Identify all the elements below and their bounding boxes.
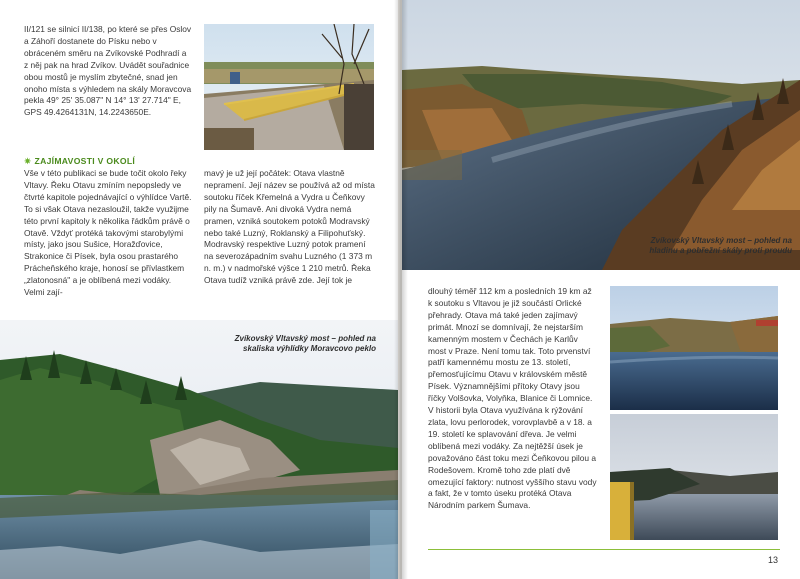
bottom-caption-text: Zvíkovský Vltavský most – pohled na skaliska výhlídky Moravcovo peklo [234, 334, 376, 353]
book-gutter [394, 0, 408, 579]
sun-icon: ✷ [24, 156, 32, 166]
right-body-text [428, 286, 598, 512]
lake-view-photo [610, 414, 778, 540]
top-photo-caption [620, 236, 792, 256]
right-page [402, 0, 800, 579]
section-paragraph-2: mavý je už její počátek: Otava vlastně nepramení. Její název se používá až od místa soutoku říček Křemelná a Vydra u Čeňkovy pily na Šumavě. Ani divoká Vydra nemá pramen, vzniká soutokem potoků Modravský nebo také Luzný, Roklanský a Filipohuťský. Modravský respektive Luzný potok pramení na severozápadním svahu Luzného (1 373 m n. m.) v nadmořské výšce 1 210 metrů. Řeka Otava tudíž vzniká právě zde. Její tok je [204, 168, 375, 286]
top-caption-text: Zvíkovský Vltavský most – pohled na hladinu a pobřežní skály proti proudu [649, 236, 792, 255]
left-page [0, 0, 398, 579]
intro-paragraph: II/121 se silnicí II/138, po které se přes Oslov a Záhoří dostanete do Písku nebo v obráceném směru na Zvíkovské Podhradí a z něj pak na hrad Zvíkov. Uvádět souřadnice obou mostů je myslím zbytečné, snad jen onoho místa s výhledem na skály Moravcova pekla 49° 25' 35.087" N 14° 13' 27.714" E, GPS 49.4264131N, 14.2243650E. [24, 24, 192, 118]
rocks-lake-photo [0, 320, 398, 579]
bridge-photo [204, 24, 374, 150]
section-column-2 [204, 168, 376, 287]
section-heading-text: ZAJÍMAVOSTI V OKOLÍ [34, 156, 136, 166]
bottom-photo-caption [206, 334, 376, 354]
section-paragraph-1: Vše v této publikaci se bude točit okolo řeky Vltavy. Řeku Otavu zmíním nepopsledy ve čtvrté kapitole pojednávající o výhlídce Vartě. To si však Otava nezasloužil, takže využijme této první kapitoly k několika řádkům právě o Otavě. Vždyť protéká takovými starobylými místy, jako jsou Sušice, Horažďovice, Strakonice či Písek, byla osou prastarého Prácheňského kraje, honosí se přívlastkem „zlatonosná" a je oblíbená mezi vodáky. Velmi zají- [24, 168, 192, 298]
section-heading [24, 156, 135, 167]
right-body-paragraph: dlouhý téměř 112 km a posledních 19 km až k soutoku s Vltavou je již součástí Orlické přehrady. Otava má také jeden zajímavý primát. Mnozí se domnívají, že nejstarším kamenným mostem v Čechách je Karlův most v Praze. Není tomu tak. Toto prvenství patří kamennému mostu ze 13. století, přemosťujícímu Otavu v královském městě Písek. Významnějšími přítoky Otavy jsou říčky Volšovka, Volyňka, Blanice či Lomnice. V historii byla Otava využívána k rýžování zlata, lovu perlorodek, vorovplavbě a v 18. a 19. století ke splavování dřeva. Je velmi oblíbená mezi vodáky. Za nejtěžší úsek je považováno část toku mezi Čeňkovou pilou a Rodešovem. Kromě toho zde platí dvě omezující faktory: nutnost vyššího stavu vody a fakt, že v tomto úseku protéká Otava Národním parkem Šumava. [428, 286, 597, 511]
river-valley-photo [402, 0, 800, 270]
reservoir-photo [610, 286, 778, 410]
footer-rule [428, 549, 780, 550]
left-top-text [24, 24, 192, 119]
page-number: 13 [768, 555, 779, 565]
section-column-1 [24, 168, 192, 299]
